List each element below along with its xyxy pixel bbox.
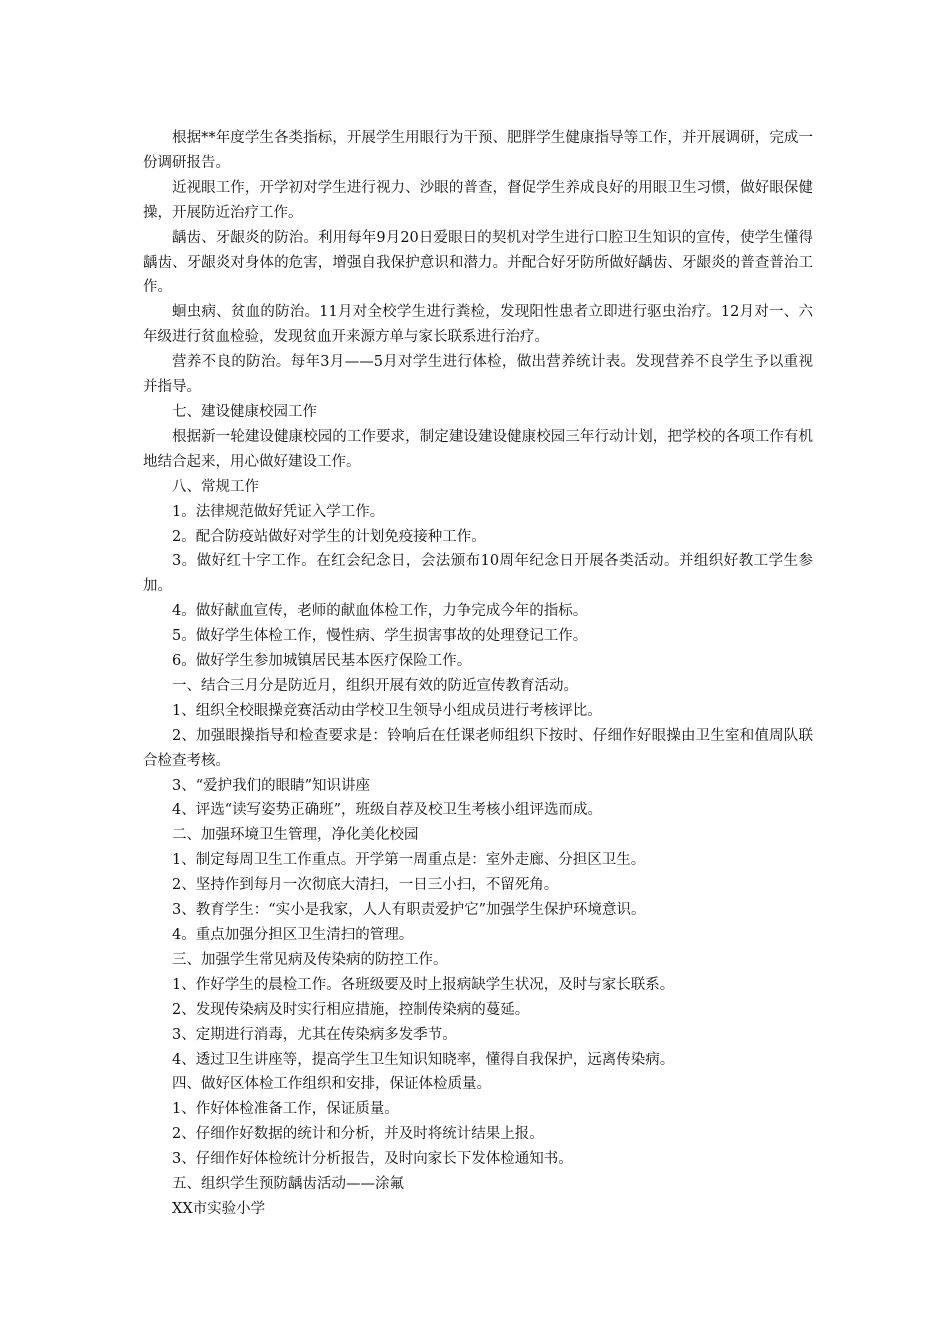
list-item: 1、制定每周卫生工作重点。开学第一周重点是：室外走廊、分担区卫生。 <box>172 852 646 869</box>
list-item: 1、作好学生的晨检工作。各班级要及时上报病缺学生状况，及时与家长联系。 <box>172 976 675 993</box>
list-item: 3。做好红十字工作。在红会纪念日，会法颁布10周年纪念日开展各类活动。并组织好教工学生参加。 <box>143 553 813 595</box>
section-heading: 五、组织学生预防龋齿活动——涂氟 <box>172 1176 404 1193</box>
section-heading: 四、做好区体检工作组织和安排，保证体检质量。 <box>172 1076 491 1093</box>
signature-line: XX市实验小学 <box>172 1200 266 1217</box>
list-item: 2、加强眼操指导和检查要求是：铃响后在任课老师组织下按时、仔细作好眼操由卫生室和值周队联合检查考核。 <box>143 727 813 769</box>
section-heading: 七、建设健康校园工作 <box>172 403 317 420</box>
list-item: 3、定期进行消毒，尤其在传染病多发季节。 <box>172 1026 457 1043</box>
document-body <box>143 126 813 1222</box>
list-item: 3、教育学生：“实小是我家，人人有职责爱护它”加强学生保护环境意识。 <box>172 902 646 919</box>
list-item: 2、坚持作到每月一次彻底大清扫，一日三小扫，不留死角。 <box>172 877 559 894</box>
list-item: 2、发现传染病及时实行相应措施，控制传染病的蔓延。 <box>172 1001 530 1018</box>
section-heading: 三、加强学生常见病及传染病的防控工作。 <box>172 951 448 968</box>
list-item: 3、“爱护我们的眼睛”知识讲座 <box>172 777 371 794</box>
paragraph: 根据**年度学生各类指标，开展学生用眼行为干预、肥胖学生健康指导等工作，并开展调研，完成一份调研报告。 <box>143 130 813 171</box>
list-item: 1。法律规范做好凭证入学工作。 <box>172 503 385 520</box>
list-item: 3、仔细作好体检统计分析报告，及时向家长下发体检通知书。 <box>172 1151 573 1168</box>
list-item: 5。做好学生体检工作，慢性病、学生损害事故的处理登记工作。 <box>172 628 588 645</box>
list-item: 1、作好体检准备工作，保证质量。 <box>172 1101 399 1118</box>
list-item: 1、组织全校眼操竞赛活动由学校卫生领导小组成员进行考核评比。 <box>172 702 602 719</box>
section-heading: 二、加强环境卫生管理，净化美化校园 <box>172 827 419 844</box>
paragraph: 营养不良的防治。每年3月——5月对学生进行体检，做出营养统计表。发现营养不良学生予以重视并指导。 <box>143 354 813 396</box>
paragraph: 根据新一轮建设健康校园的工作要求，制定建设建设健康校园三年行动计划，把学校的各项工作有机地结合起来，用心做好建设工作。 <box>143 428 813 470</box>
list-item: 4、评选“读写姿势正确班”，班级自荐及校卫生考核小组评选而成。 <box>172 802 603 819</box>
section-heading: 八、常规工作 <box>172 478 259 495</box>
paragraph: 龋齿、牙龈炎的防治。利用每年9月20日爱眼日的契机对学生进行口腔卫生知识的宣传，使学生懂得龋齿、牙龈炎对身体的危害，增强自我保护意识和潜力。并配合好牙防所做好龋齿、牙龈炎的普查普治工作。 <box>143 229 813 296</box>
list-item: 6。做好学生参加城镇居民基本医疗保险工作。 <box>172 653 472 670</box>
list-item: 4、透过卫生讲座等，提高学生卫生知识知晓率，懂得自我保护，远离传染病。 <box>172 1051 675 1068</box>
list-item: 2。配合防疫站做好对学生的计划免疫接种工作。 <box>172 528 486 545</box>
list-item: 2、仔细作好数据的统计和分析，并及时将统计结果上报。 <box>172 1126 544 1143</box>
section-heading: 一、结合三月分是防近月，组织开展有效的防近宣传教育活动。 <box>172 677 578 694</box>
paragraph: 蛔虫病、贫血的防治。11月对全校学生进行粪检，发现阳性患者立即进行驱虫治疗。12月对一、六年级进行贫血检验，发现贫血开来源方单与家长联系进行治疗。 <box>143 304 813 346</box>
paragraph: 近视眼工作，开学初对学生进行视力、沙眼的普查，督促学生养成良好的用眼卫生习惯，做好眼保健操，开展防近治疗工作。 <box>143 179 813 221</box>
list-item: 4。重点加强分担区卫生清扫的管理。 <box>172 927 414 943</box>
list-item: 4。做好献血宣传，老师的献血体检工作，力争完成今年的指标。 <box>172 603 588 620</box>
